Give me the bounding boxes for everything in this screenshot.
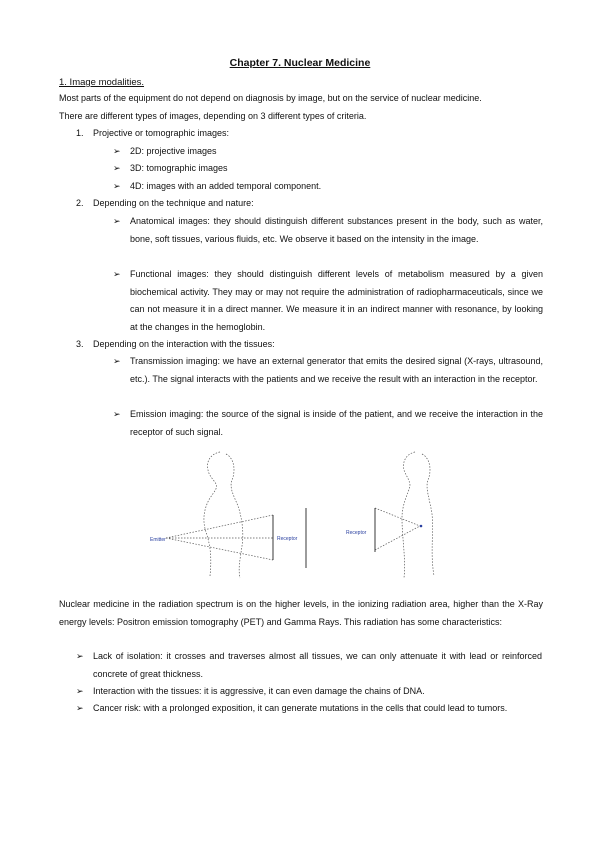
list-item: ➢ Anatomical images: they should distinguish different substances present in the body, such as water, bone, soft tissues, various fluids, etc. We observe it based on the intensity in the image. bbox=[113, 213, 543, 248]
list-item: ➢ Interaction with the tissues: it is aggressive, it can even damage the chains of DNA. bbox=[76, 683, 542, 701]
list-item: ➢ Transmission imaging: we have an external generator that emits the desired signal (X-rays, ultrasound, etc.). The signal interacts with the patients and we receive the result with an interaction in the receptor. bbox=[113, 353, 543, 388]
left-ray-2 bbox=[166, 538, 273, 560]
left-patient-silhouette bbox=[204, 452, 220, 576]
right-receptor-label: Receptor bbox=[346, 530, 367, 536]
left-receptor-label: Receptor bbox=[277, 536, 298, 542]
list-item: ➢ Cancer risk: with a prolonged exposition, it can generate mutations in the cells that could lead to tumors. bbox=[76, 700, 542, 718]
right-ray-2 bbox=[375, 526, 420, 550]
right-patient-silhouette bbox=[402, 452, 415, 578]
intro-paragraph-2: There are different types of images, depending on 3 different types of criteria. bbox=[59, 111, 367, 121]
criterion-label: Depending on the interaction with the tissues: bbox=[93, 339, 275, 349]
radiation-paragraph: Nuclear medicine in the radiation spectrum is on the higher levels, in the ionizing radiation area, higher than the X-Ray energy levels: Positron emission tomography (PET) and Gamma Rays. This radiation has some characteristics: bbox=[59, 599, 543, 627]
emission-source-icon bbox=[420, 525, 423, 528]
criterion-label: Projective or tomographic images: bbox=[93, 128, 230, 138]
arrow-bullet-icon: ➢ bbox=[113, 181, 121, 191]
arrow-bullet-icon: ➢ bbox=[76, 651, 84, 661]
list-item: ➢ Functional images: they should distinguish different levels of metabolism measured by a given biochemical activity. They may or may not require the administration of radiopharmaceuticals, since we can not measure it in a direct manner. We measure it in an indirect manner with resonance, by looking at the changes in the hemoglobin. bbox=[113, 266, 543, 336]
criterion-label: Depending on the technique and nature: bbox=[93, 198, 254, 208]
arrow-bullet-icon: ➢ bbox=[113, 163, 121, 173]
arrow-bullet-icon: ➢ bbox=[113, 216, 121, 226]
section-heading: 1. Image modalities. bbox=[59, 77, 145, 88]
list-item: ➢ Emission imaging: the source of the signal is inside of the patient, and we receive the interaction in the receptor of such signal. bbox=[113, 406, 543, 441]
criterion-3 bbox=[76, 336, 542, 354]
list-item: ➢ Lack of isolation: it crosses and traverses almost all tissues, we can only attenuate it with lead or reinforced concrete of great thickness. bbox=[76, 648, 542, 683]
emission-diagram bbox=[375, 452, 434, 578]
criterion-2 bbox=[76, 195, 542, 213]
arrow-bullet-icon: ➢ bbox=[76, 703, 84, 713]
left-ray-1 bbox=[166, 515, 273, 538]
arrow-bullet-icon: ➢ bbox=[113, 409, 121, 419]
right-patient-back bbox=[422, 454, 434, 576]
criterion-number: 1. bbox=[76, 128, 84, 138]
arrow-bullet-icon: ➢ bbox=[113, 356, 121, 366]
left-emitter-label: Emitter bbox=[150, 537, 166, 543]
criterion-number: 3. bbox=[76, 339, 84, 349]
arrow-bullet-icon: ➢ bbox=[113, 269, 121, 279]
intro-paragraph-1: Most parts of the equipment do not depend on diagnosis by image, but on the service of nuclear medicine. bbox=[59, 93, 482, 103]
criterion-number: 2. bbox=[76, 198, 84, 208]
right-ray-1 bbox=[375, 508, 420, 526]
list-item: ➢ 3D: tomographic images bbox=[113, 160, 543, 178]
criterion-1 bbox=[76, 125, 542, 143]
transmission-diagram bbox=[166, 452, 273, 578]
left-patient-back bbox=[226, 454, 243, 578]
page-title: Chapter 7. Nuclear Medicine bbox=[229, 57, 371, 69]
arrow-bullet-icon: ➢ bbox=[113, 146, 121, 156]
imaging-figure bbox=[130, 448, 470, 583]
arrow-bullet-icon: ➢ bbox=[76, 686, 84, 696]
list-item: ➢ 4D: images with an added temporal component. bbox=[113, 178, 543, 196]
list-item: ➢ 2D: projective images bbox=[113, 143, 543, 161]
